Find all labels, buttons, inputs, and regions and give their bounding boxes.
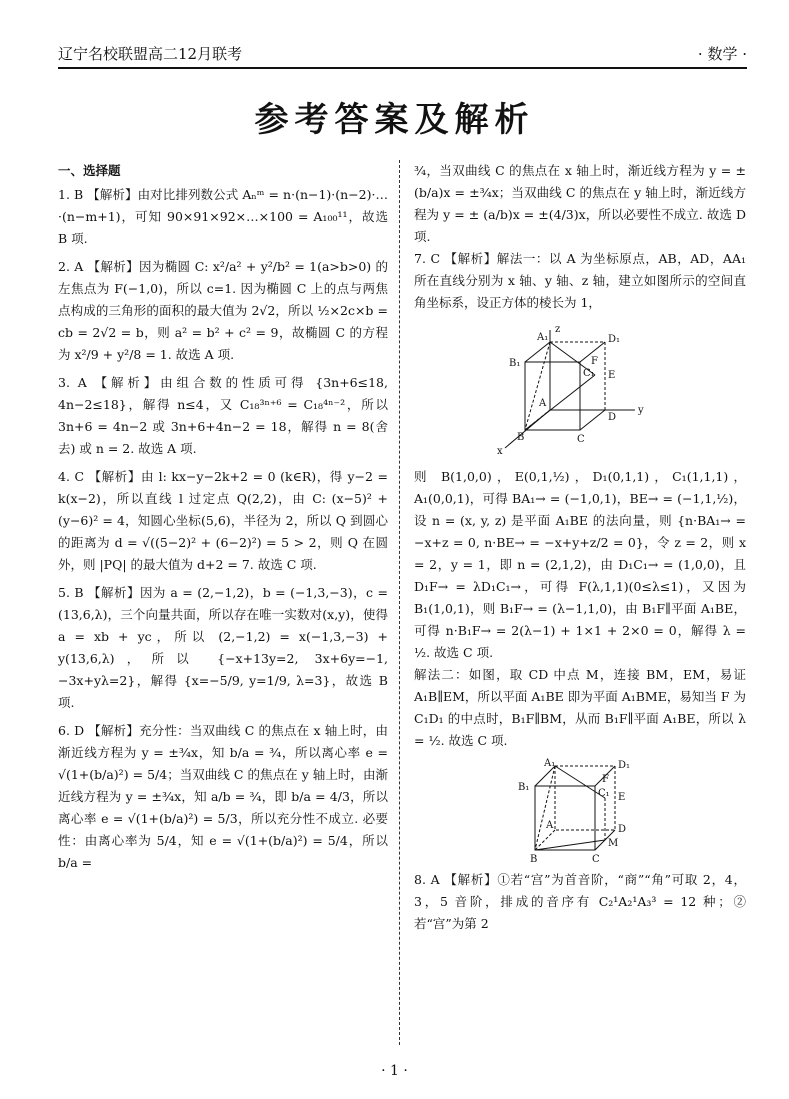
fig2-label: A [546, 820, 554, 831]
fig1-label: B [517, 432, 525, 443]
fig1-label: y [638, 405, 644, 416]
page-header [58, 40, 747, 69]
question-8: 8. A 【解析】①若“宫”为首音阶，“商”“角”可取 2，4，3，5 音阶，排成的音序有 C₂¹A₂¹A₃³ = 12 种；②若“宫”为第 2 [414, 872, 746, 931]
section-heading: 一、选择题 [58, 163, 121, 178]
question-7-solution-1: 则 B(1,0,0)，E(0,1,½)，D₁(0,1,1)，C₁(1,1,1)，A₁(0,0,1)，可得 BA₁→ = (−1,0,1)，BE→ = (−1,1,½)，设 n = (x, y, z) 是平面 A₁BE 的法向量，则 {n·BA₁→ = −x+z = 0, n·BE→ = −x+y+z/2 = 0}，令 z = 2，则 x = 2，y = 1，即 n = (2,1,2)，由 D₁C₁→ = (1,0,0)，且 D₁F→ = λD₁C₁→，可得 F(λ,1,1)(0≤λ≤1)，又因为 B₁(1,0,1)，则 B₁F→ = (λ−1,1,0)，由 B₁F∥平面 A₁BE，可得 n·B₁F→ = 2(λ−1) + 1×1 + 2×0 = 0，解得 λ = ½. 故选 C 项. [414, 469, 746, 660]
fig2-label: A₁ [544, 758, 556, 769]
question-7-solution-2: 解法二：如图，取 CD 中点 M，连接 BM，EM，易证 A₁B∥EM，所以平面 A₁BE 即为平面 A₁BME，易知当 F 为 C₁D₁ 的中点时，B₁F∥BM，从而 B₁F∥平面 A₁BE，所以 λ = ½. 故选 C 项. [414, 667, 746, 748]
fig2-label: B [530, 854, 538, 863]
fig1-label: C [577, 434, 585, 445]
question-4: 4. C 【解析】由 l: kx−y−2k+2 = 0 (k∈R)，得 y−2 = k(x−2)，所以直线 l 过定点 Q(2,2)，由 C: (x−5)² + (y−6)² = 4，知圆心坐标(5,6)，半径为 2，所以 Q 到圆心的距离为 d = √((5−2)² + (6−2)²) = 5 > 2，则 Q 在圆外，则 |PQ| 的最大值为 d+2 = 7. 故选 C 项. [58, 469, 388, 572]
page-title: 参考答案及解析 [254, 100, 535, 140]
fig1-label: C₁ [583, 368, 595, 379]
fig1-label: B₁ [509, 358, 521, 369]
question-1: 1. B 【解析】由对比排列数公式 Aₙᵐ = n·(n−1)·(n−2)·…·(n−m+1)，可知 90×91×92×…×100 = A₁₀₀¹¹，故选 B 项. [58, 187, 388, 246]
page-number: · 1 · [381, 1063, 408, 1079]
right-column [414, 160, 746, 935]
fig2-label: D₁ [618, 760, 631, 771]
question-5: 5. B 【解析】因为 a = (2,−1,2)，b = (−1,3,−3)，c = (13,6,λ)，三个向量共面，所以存在唯一实数对(x,y)，使得 a = xb + yc，所以 (2,−1,2) = x(−1,3,−3) + y(13,6,λ)，所以 {−x+13y=2, 3x+6y=−1, −3x+yλ=2}，解得 {x=−5/9, y=1/9, λ=3}，故选 B 项. [58, 585, 388, 710]
fig1-label: x [497, 446, 503, 457]
fig2-label: F [602, 774, 609, 785]
cube-midpoint-figure [510, 758, 650, 863]
fig1-label: E [608, 370, 616, 381]
header-exam-name: 辽宁名校联盟高二12月联考 [58, 45, 243, 63]
fig2-label: M [608, 838, 619, 849]
question-2: 2. A 【解析】因为椭圆 C: x²/a² + y²/b² = 1(a>b>0) 的左焦点为 F(−1,0)，所以 c=1. 因为椭圆 C 上的点与两焦点构成的三角形的面积的最大值为 2√2，所以 ½×2c×b = cb = 2√2 = b，则 a² = b² + c² = 9，故椭圆 C 的方程为 x²/9 + y²/8 = 1. 故选 A 项. [58, 259, 388, 362]
header-subject: · 数学 · [697, 45, 747, 63]
question-6: 6. D 【解析】充分性：当双曲线 C 的焦点在 x 轴上时，由渐近线方程为 y = ±¾x，知 b/a = ¾，所以离心率 e = √(1+(b/a)²) = 5/4；当双曲线 C 的焦点在 y 轴上时，由渐近线方程为 y = ±¾x，知 a/b = ¾，即 b/a = 4/3，所以离心率 e = √(1+(b/a)²) = 5/3，所以充分性不成立. 必要性：由离心率为 5/4，知 e = √(1+(b/a)²) = 5/4，所以 b/a = [58, 723, 388, 870]
fig1-label: A [539, 398, 547, 409]
question-3: 3. A 【解析】由组合数的性质可得 {3n+6≤18, 4n−2≤18}，解得 n≤4，又 C₁₈³ⁿ⁺⁶ = C₁₈⁴ⁿ⁻²，所以 3n+6 = 4n−2 或 3n+6+4n−2 = 18，解得 n = 8(舍去) 或 n = 2. 故选 A 项. [58, 375, 388, 456]
fig1-label: D [608, 412, 617, 423]
fig2-label: C₁ [598, 788, 610, 799]
fig2-label: C [592, 854, 600, 863]
fig1-label: F [591, 356, 598, 367]
column-divider [399, 160, 401, 1045]
question-6-continued: ¾，当双曲线 C 的焦点在 x 轴上时，渐近线方程为 y = ± (b/a)x = ±¾x；当双曲线 C 的焦点在 y 轴上时，渐近线方程为 y = ± (a/b)x = ±(4/3)x，所以必要性不成立. 故选 D 项. [414, 163, 746, 244]
fig1-label: z [555, 324, 561, 335]
fig2-label: D [618, 824, 627, 835]
left-column [58, 160, 388, 880]
fig1-label: D₁ [608, 334, 621, 345]
cube-coordinate-figure [495, 320, 665, 460]
fig1-label: A₁ [537, 332, 549, 343]
fig2-label: E [618, 792, 626, 803]
question-7-intro: 7. C 【解析】解法一：以 A 为坐标原点，AB，AD，AA₁ 所在直线分别为 x 轴、y 轴、z 轴，建立如图所示的空间直角坐标系，设正方体的棱长为 1， [414, 251, 746, 310]
fig2-label: B₁ [518, 782, 530, 793]
